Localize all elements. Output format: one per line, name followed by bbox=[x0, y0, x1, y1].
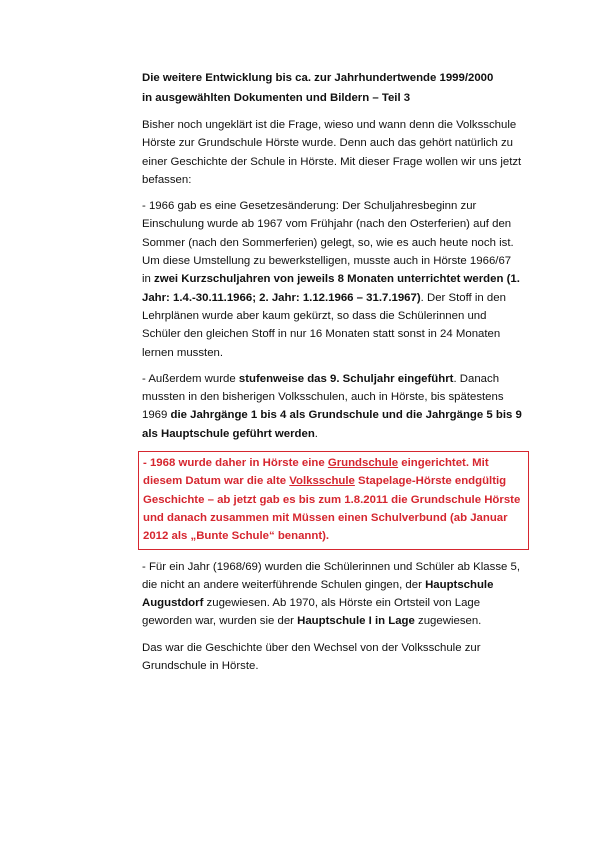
p1-text-a: - 1966 gab es eine Gesetzesänderung: Der Schuljahresbeginn zur Einschulung wurde ab 1967 vom Frühjahr (nach den Osterferien) auf den Sommer (nach den Sommerferien) gelegt, so, wie es auch heute noch ist. Um diese Umstellung zu bewerkstelligen, musste auch in Hörste 1966/67 in bbox=[142, 200, 514, 286]
intro-paragraph: Bisher noch ungeklärt ist die Frage, wieso und wann denn die Volksschule Hörste zur Grundschule Hörste wurde. Denn auch das gehört natürlich zu einer Geschichte der Schule in Hörste. Mit dieser Frage wollen wir uns jetzt befassen: bbox=[142, 119, 522, 186]
title-line-2: in ausgewählten Dokumenten und Bildern – Teil 3 bbox=[142, 92, 411, 104]
p3-text-a: - Für ein Jahr (1968/69) wurden die Schülerinnen und Schüler ab Klasse 5, die nicht an andere weiterführende Schulen gingen, der bbox=[142, 560, 521, 591]
p2-text-c: . bbox=[314, 427, 318, 440]
document-title bbox=[142, 68, 523, 108]
box-text-a: - 1968 wurde daher in Hörste eine bbox=[143, 457, 328, 470]
box-text-b: eingerichtet. Mit diesem Datum war die alte bbox=[143, 457, 489, 488]
p2-text-b: . Danach mussten in den bisherigen Volksschulen, auch in Hörste, bis spätestens 1969 bbox=[142, 372, 504, 422]
paragraph-1966 bbox=[142, 197, 523, 362]
p1-text-b: . Der Stoff in den Lehrplänen wurde aber kaum gekürzt, so dass die Schülerinnen und Schüler den gleichen Stoff in nur 16 Monaten statt sonst in 24 Monaten lernen mussten. bbox=[142, 291, 506, 359]
p3-bold-1: Hauptschule Augustdorf bbox=[142, 578, 494, 610]
box-text-c: Stapelage-Hörste endgültig Geschichte – ab jetzt gab es bis zum 1.8.2011 die Grundschule Hörste und danach zusammen mit Müssen einen Schulverbund (ab Januar 2012 als „Bunte Schule“ benannt). bbox=[143, 475, 521, 543]
p1-bold: zwei Kurzschuljahren von jeweils 8 Monaten unterrichtet werden (1. Jahr: 1.4.-30.11.1966; 2. Jahr: 1.12.1966 – 31.7.1967) bbox=[142, 273, 520, 304]
highlight-box-1968 bbox=[138, 451, 529, 549]
p2-bold-1: stufenweise das 9. Schuljahr eingeführt bbox=[238, 372, 454, 385]
paragraph-hauptschule bbox=[142, 558, 523, 631]
p3-text-c: zugewiesen. bbox=[414, 615, 482, 628]
p3-text-b: zugewiesen. Ab 1970, als Hörste ein Ortsteil von Lage geworden war, wurden sie der bbox=[142, 597, 481, 628]
box-underline-volksschule: Volksschule bbox=[289, 475, 355, 488]
document-page bbox=[142, 68, 523, 683]
paragraph-9th-year bbox=[142, 370, 523, 443]
p3-bold-2: Hauptschule I in Lage bbox=[297, 615, 415, 628]
p2-bold-2: die Jahrgänge 1 bis 4 als Grundschule und die Jahrgänge 5 bis 9 als Hauptschule geführt werden bbox=[142, 409, 522, 440]
outro-paragraph: Das war die Geschichte über den Wechsel von der Volksschule zur Grundschule in Hörste. bbox=[142, 641, 481, 673]
p2-text-a: - Außerdem wurde bbox=[142, 372, 239, 385]
box-underline-grundschule: Grundschule bbox=[327, 457, 399, 470]
title-line-1: Die weitere Entwicklung bis ca. zur Jahrhundertwende 1999/2000 bbox=[142, 72, 494, 84]
